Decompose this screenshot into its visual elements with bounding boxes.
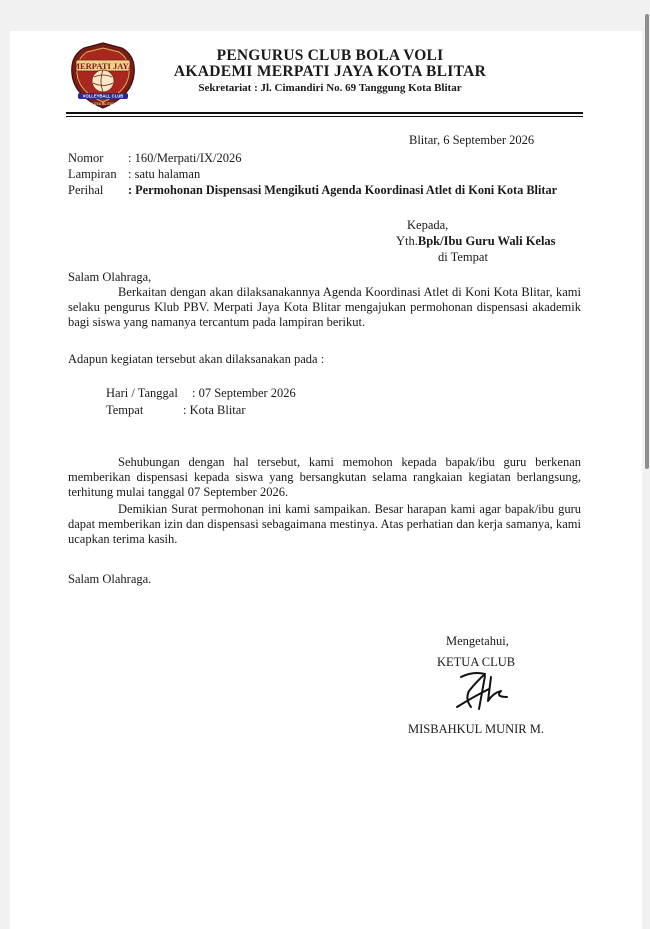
tempat-value: : Kota Blitar [183,403,246,417]
handwritten-signature [455,667,513,713]
paragraph-4-text: Demikian Surat permohonan ini kami sampaikan. Besar harapan kami agar bapak/ibu guru dapat memberikan izin dan dispensasi sebagaimana mestinya. Atas perhatian dan kerja samanya, kami ucapkan terima kasih. [68,502,581,546]
hari-label: Hari / Tanggal [106,386,178,400]
perihal-label: Perihal [68,183,104,197]
letterhead-rule-thin [66,116,583,117]
signature-name: MISBAHKUL MUNIR M. [408,722,545,736]
recipient-name: Bpk/Ibu Guru Wali Kelas [417,234,556,248]
closing: Salam Olahraga. [68,572,152,586]
signature-known: Mengetahui, [446,634,509,648]
greeting: Salam Olahraga, [68,270,152,284]
lampiran-label: Lampiran [68,167,117,181]
logo-subtitle-text: VOLLEYBALL CLUB [82,93,124,99]
perihal-value: : Permohonan Dispensasi Mengikuti Agenda Koordinasi Atlet di Koni Kota Blitar [128,183,558,197]
nomor-value: : 160/Merpati/IX/2026 [128,151,242,165]
signature-title: KETUA CLUB [437,655,516,669]
letterhead-line1: PENGURUS CLUB BOLA VOLI [216,47,444,64]
lampiran-value: : satu halaman [128,167,201,181]
recipient-name-line [396,234,556,249]
paragraph-1-text: Berkaitan dengan akan dilaksanakannya Agenda Koordinasi Atlet di Koni Kota Blitar, kami selaku pengurus Klub PBV. Merpati Jaya Kota Blitar mengajukan permohonan dispensasi akademik bagi siswa yang namanya tercantum pada lampiran berikut. [68,285,581,329]
paragraph-3 [68,455,581,500]
recipient-kepada: Kepada, [407,218,449,232]
logo-title-text: MERPATI JAYA [71,61,135,71]
paragraph-3-text: Sehubungan dengan hal tersebut, kami memohon kepada bapak/ibu guru berkenan memberikan dispensasi kepada siswa yang bersangkutan selama rangkaian kegiatan berlangsung, terhitung mulai tanggal 07 September 2026. [68,455,581,499]
hari-value: : 07 September 2026 [192,386,296,400]
nomor-label: Nomor [68,151,104,165]
scrollbar[interactable] [645,14,649,469]
paragraph-1 [68,285,581,330]
paragraph-4 [68,502,581,547]
recipient-prefix: Yth. [396,234,418,248]
letterhead [150,48,510,96]
tempat-label: Tempat [106,403,144,417]
logo-city-text: KOTA BLITAR [91,102,115,106]
letterhead-address: Sekretariat : Jl. Cimandiri No. 69 Tanggung Kota Blitar [198,82,462,94]
letter-date: Blitar, 6 September 2026 [409,133,535,147]
letterhead-line2: AKADEMI MERPATI JAYA KOTA BLITAR [173,63,487,80]
letterhead-rule-thick [66,112,583,114]
club-logo [64,40,142,110]
recipient-place: di Tempat [438,250,488,264]
paragraph-2: Adapun kegiatan tersebut akan dilaksanakan pada : [68,352,325,366]
